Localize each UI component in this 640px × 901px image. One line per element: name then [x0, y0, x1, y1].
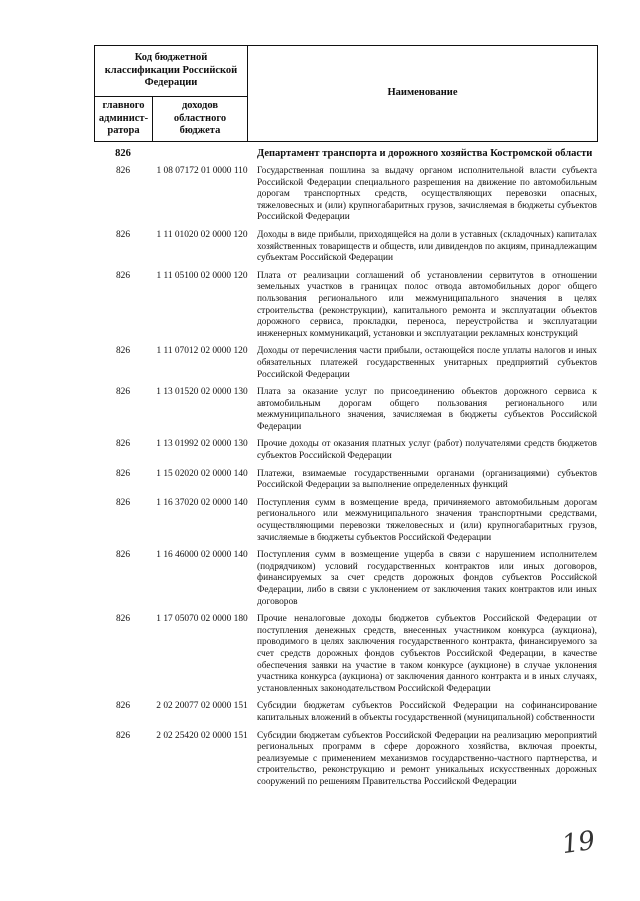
row-name: Поступления сумм в возмещение вреда, причиняемого автомобильным дорогам регионального или межмуниципального значения транспортными средствами, осуществляющими перевозки тяжеловесных и (или) крупногабаритных грузов, зачисляемые в бюджеты субъектов Российской Федерации	[257, 497, 597, 543]
row-income-code: 1 13 01520 02 0000 130	[156, 387, 248, 398]
row-income-code: 1 11 07012 02 0000 120	[156, 346, 248, 357]
row-name: Прочие неналоговые доходы бюджетов субъектов Российской Федерации от поступления денежных средств, внесенных участником конкурса (аукциона), проводимого в целях заключения государственного контракта, финансируемого за счет средств дорожных фондов субъектов Российской Федерации, в качестве обеспечения заявки на участие в таком конкурсе (аукционе) в случае уклонения участника конкурса (аукциона) от заключения данного контракта и в иных случаях, установленных законодательством Российской Федерации	[257, 614, 597, 694]
row-admin-code: 826	[115, 439, 131, 450]
row-admin-code: 826	[115, 701, 131, 712]
table-header	[94, 45, 598, 142]
row-income-code: 1 16 37020 02 0000 140	[156, 497, 248, 508]
row-admin-code: 826	[115, 387, 131, 398]
table-row	[94, 230, 597, 265]
row-admin-code: 826	[115, 614, 131, 625]
row-name: Плата от реализации соглашений об установлении сервитутов в отношении земельных участков в границах полос отвода автомобильных дорог общего пользования регионального или межмуниципального значения в целях строительства (реконструкции), капитального ремонта и эксплуатации объектов дорожного сервиса, прокладки, переноса, переустройства и эксплуатации инженерных коммуникаций, установки и эксплуатации рекламных конструкций	[257, 270, 597, 339]
table-row	[94, 346, 597, 381]
table-row	[94, 387, 597, 433]
row-income-code: 2 02 20077 02 0000 151	[156, 701, 248, 712]
table-row	[94, 469, 597, 492]
table-row	[94, 439, 597, 462]
row-income-code: 1 11 05100 02 0000 120	[156, 270, 248, 281]
row-admin-code: 826	[115, 730, 131, 741]
table-row	[94, 166, 597, 224]
row-name: Субсидии бюджетам субъектов Российской Федерации на софинансирование капитальных вложений в объекты государственной (муниципальной) собственности	[257, 701, 597, 723]
table-row	[94, 271, 597, 341]
row-income-code: 1 16 46000 02 0000 140	[156, 550, 248, 561]
row-name: Субсидии бюджетам субъектов Российской Федерации на реализацию мероприятий региональных программ в сфере дорожного хозяйства, включая проекты, реализуемые с применением механизмов государственно-частного партнерства, и строительство, реконструкцию и ремонт уникальных искусственных дорожных сооружений по решениям Правительства Российской Федерации	[257, 730, 597, 787]
row-admin-code: 826	[115, 166, 131, 176]
table-row	[94, 701, 597, 724]
department-row	[94, 147, 597, 160]
main-admin-header: главного админист-ратора	[95, 97, 153, 142]
table-row	[94, 550, 597, 608]
row-name: Доходы от перечисления части прибыли, остающейся после уплаты налогов и иных обязательных платежей государственных унитарных предприятий субъектов Российской Федерации	[257, 346, 597, 380]
department-name: Департамент транспорта и дорожного хозяйства Костромской области	[257, 148, 593, 159]
row-income-code: 1 15 02020 02 0000 140	[156, 468, 248, 479]
row-income-code: 1 13 01992 02 0000 130	[156, 439, 248, 450]
row-admin-code: 826	[115, 497, 131, 508]
row-income-code: 1 08 07172 01 0000 110	[156, 166, 248, 176]
row-name: Платежи, взимаемые государственными органами (организациями) субъектов Российской Федерации за выполнение определенных функций	[257, 468, 597, 491]
row-income-code: 1 17 05070 02 0000 180	[156, 614, 248, 625]
row-admin-code: 826	[115, 346, 131, 357]
table-row	[94, 731, 597, 789]
row-name: Поступления сумм в возмещение ущерба в связи с нарушением исполнителем (подрядчиком) условий государственных контрактов или иных договоров, финансируемых за счет средств дорожных фондов субъектов Российской Федерации, либо в связи с уклонением от заключения таких контрактов или иных договоров	[257, 550, 597, 607]
income-header: доходов областного бюджета	[153, 97, 248, 142]
row-name: Государственная пошлина за выдачу органом исполнительной власти субъекта Российской Федерации специального разрешения на движение по автомобильным дорогам транспортных средств, осуществляющих перевозки опасных, тяжеловесных и (или) крупногабаритных грузов, зачисляемая в бюджеты субъектов Российской Федерации	[257, 166, 597, 223]
code-group-header: Код бюджетной классификации Российской Федерации	[95, 46, 248, 97]
row-name: Прочие доходы от оказания платных услуг (работ) получателями средств бюджетов субъектов Российской Федерации	[257, 439, 597, 462]
row-admin-code: 826	[115, 229, 131, 240]
page-number: 19	[560, 825, 598, 861]
row-name: Плата за оказание услуг по присоединению объектов дорожного сервиса к автомобильным дорогам общего пользования регионального или межмуниципального значения, зачисляемая в бюджеты субъектов Российской Федерации	[257, 387, 597, 432]
name-column-header: Наименование	[248, 46, 598, 142]
row-income-code: 2 02 25420 02 0000 151	[156, 730, 248, 741]
row-admin-code: 826	[115, 270, 131, 281]
row-name: Доходы в виде прибыли, приходящейся на доли в уставных (складочных) капиталах хозяйственных товариществ и обществ, или дивидендов по акциям, принадлежащим субъектам Российской Федерации	[257, 229, 597, 264]
row-admin-code: 826	[115, 468, 131, 479]
row-admin-code: 826	[115, 550, 131, 561]
table-row	[94, 614, 597, 695]
row-income-code: 1 11 01020 02 0000 120	[156, 229, 248, 240]
department-admin-code: 826	[115, 148, 131, 159]
table-body	[94, 147, 597, 795]
table-row	[94, 498, 597, 544]
